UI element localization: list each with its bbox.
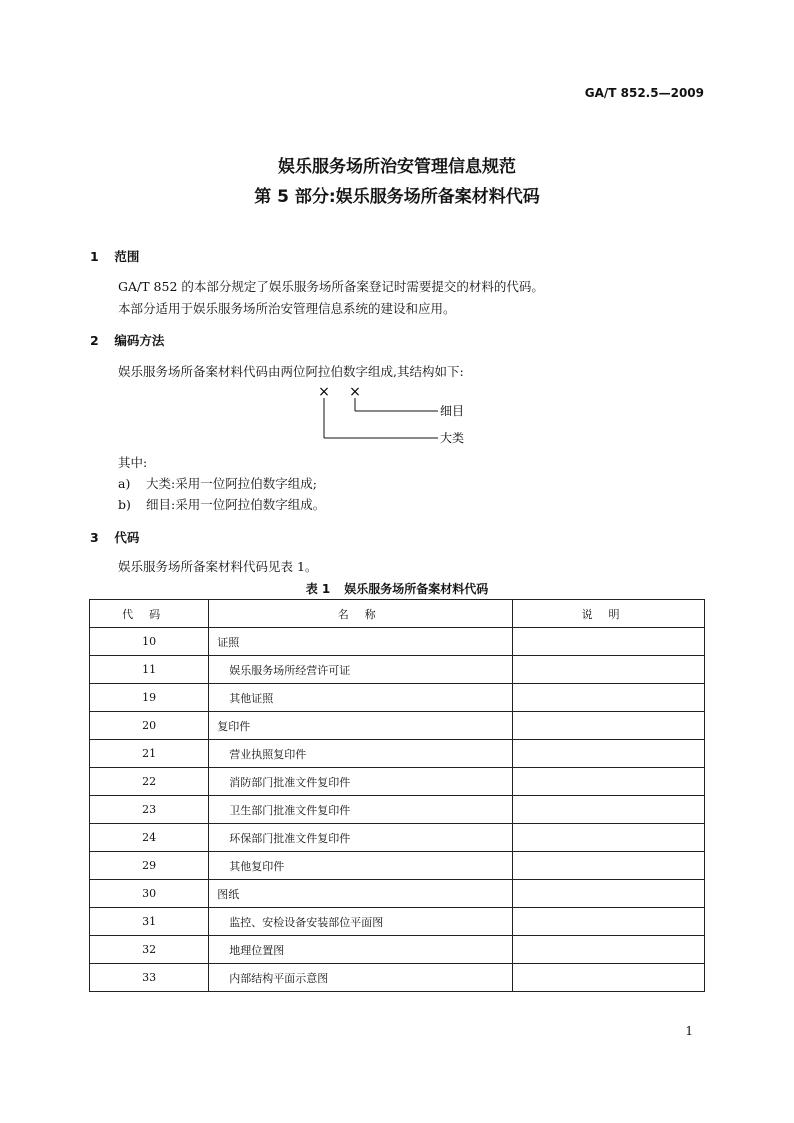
section-2-intro: 娱乐服务场所备案材料代码由两位阿拉伯数字组成,其结构如下: xyxy=(118,364,464,379)
standard-number: GA/T 852.5—2009 xyxy=(584,86,704,100)
cell-code: 11 xyxy=(90,656,209,684)
table-row xyxy=(90,908,705,936)
table-row xyxy=(90,712,705,740)
code-structure-svg xyxy=(300,380,500,450)
cell-code: 32 xyxy=(90,936,209,964)
cell-name-text: 其他证照 xyxy=(229,691,274,705)
section-title: 范围 xyxy=(114,249,140,264)
page-number: 1 xyxy=(685,1024,693,1038)
cell-desc xyxy=(513,908,705,936)
document-subtitle: 第 5 部分:娱乐服务场所备案材料代码 xyxy=(254,187,540,207)
table-row xyxy=(90,628,705,656)
cell-desc xyxy=(513,824,705,852)
cell-name xyxy=(209,740,513,768)
code-structure-diagram xyxy=(300,380,500,450)
cell-code: 30 xyxy=(90,880,209,908)
list-item-a xyxy=(118,474,317,492)
cell-name xyxy=(209,936,513,964)
code-table xyxy=(89,599,705,992)
cell-name xyxy=(209,908,513,936)
category-label: 大类 xyxy=(440,431,465,445)
cell-code: 29 xyxy=(90,852,209,880)
table-row xyxy=(90,936,705,964)
section-title: 代码 xyxy=(114,530,140,545)
cell-name xyxy=(209,796,513,824)
section-title: 编码方法 xyxy=(114,333,165,348)
cell-code: 20 xyxy=(90,712,209,740)
cell-name xyxy=(209,684,513,712)
cell-desc xyxy=(513,656,705,684)
detail-label: 细目 xyxy=(440,404,465,418)
cell-desc xyxy=(513,684,705,712)
cell-code: 24 xyxy=(90,824,209,852)
table-row xyxy=(90,768,705,796)
cell-desc xyxy=(513,628,705,656)
cell-name xyxy=(209,712,513,740)
table-row xyxy=(90,684,705,712)
cell-code: 33 xyxy=(90,964,209,992)
table-row xyxy=(90,656,705,684)
list-item-label: b) xyxy=(118,497,131,512)
list-item-label: a) xyxy=(118,476,131,491)
cell-name xyxy=(209,824,513,852)
cell-name-text: 其他复印件 xyxy=(229,859,285,873)
list-item-b xyxy=(118,495,325,513)
section-1-paragraph-1: GA/T 852 的本部分规定了娱乐服务场所备案登记时需要提交的材料的代码。 xyxy=(118,279,544,294)
section-number: 2 xyxy=(90,333,99,348)
table-caption-label: 表 1 xyxy=(305,582,331,596)
cell-code: 22 xyxy=(90,768,209,796)
table-header-row xyxy=(90,600,705,628)
detail-digit-mark: × xyxy=(349,384,361,400)
cell-desc xyxy=(513,712,705,740)
header-name: 名称 xyxy=(209,600,513,628)
cell-desc xyxy=(513,768,705,796)
list-item-text: 大类:采用一位阿拉伯数字组成; xyxy=(146,476,317,491)
section-number: 3 xyxy=(90,530,99,545)
cell-desc xyxy=(513,796,705,824)
cell-name xyxy=(209,852,513,880)
cell-name-text: 地理位置图 xyxy=(229,943,285,957)
cell-name-text: 图纸 xyxy=(217,887,240,901)
section-2-heading xyxy=(90,331,164,349)
cell-desc xyxy=(513,740,705,768)
table-body xyxy=(90,628,705,992)
cell-desc xyxy=(513,852,705,880)
cell-name-text: 卫生部门批准文件复印件 xyxy=(229,803,351,817)
table-row xyxy=(90,880,705,908)
cell-name-text: 营业执照复印件 xyxy=(229,747,307,761)
table-row xyxy=(90,796,705,824)
table-row xyxy=(90,824,705,852)
section-3-heading xyxy=(90,528,139,546)
cell-name xyxy=(209,880,513,908)
cell-name xyxy=(209,768,513,796)
cell-name xyxy=(209,628,513,656)
table-row xyxy=(90,740,705,768)
cell-name xyxy=(209,964,513,992)
where-text: 其中: xyxy=(118,455,148,470)
cell-code: 23 xyxy=(90,796,209,824)
cell-code: 10 xyxy=(90,628,209,656)
table-row xyxy=(90,964,705,992)
cell-name-text: 环保部门批准文件复印件 xyxy=(229,831,351,845)
cell-name-text: 监控、安检设备安装部位平面图 xyxy=(229,915,384,929)
section-number: 1 xyxy=(90,249,99,264)
document-title: 娱乐服务场所治安管理信息规范 xyxy=(278,157,516,177)
cell-name xyxy=(209,656,513,684)
section-1-heading xyxy=(90,247,139,265)
cell-name-text: 复印件 xyxy=(217,719,251,733)
cell-name-text: 证照 xyxy=(217,635,240,649)
header-desc: 说明 xyxy=(513,600,705,628)
list-item-text: 细目:采用一位阿拉伯数字组成。 xyxy=(146,497,326,512)
category-digit-mark: × xyxy=(318,384,330,400)
cell-name-text: 消防部门批准文件复印件 xyxy=(229,775,351,789)
table-row xyxy=(90,852,705,880)
cell-desc xyxy=(513,964,705,992)
section-3-intro: 娱乐服务场所备案材料代码见表 1。 xyxy=(118,559,318,574)
table-caption xyxy=(0,580,794,597)
cell-code: 31 xyxy=(90,908,209,936)
cell-desc xyxy=(513,936,705,964)
cell-name-text: 娱乐服务场所经营许可证 xyxy=(229,663,351,677)
cell-name-text: 内部结构平面示意图 xyxy=(229,971,329,985)
header-code: 代码 xyxy=(90,600,209,628)
table-caption-title: 娱乐服务场所备案材料代码 xyxy=(344,582,489,596)
cell-desc xyxy=(513,880,705,908)
section-1-paragraph-2: 本部分适用于娱乐服务场所治安管理信息系统的建设和应用。 xyxy=(118,301,456,316)
cell-code: 19 xyxy=(90,684,209,712)
cell-code: 21 xyxy=(90,740,209,768)
